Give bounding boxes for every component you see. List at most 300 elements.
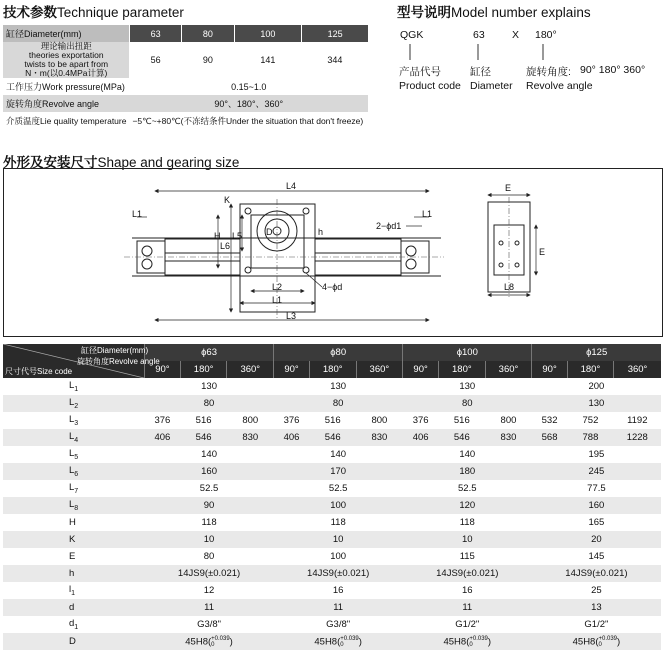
size-value-text: 45H8(	[572, 636, 599, 648]
size-value	[145, 497, 274, 514]
size-code	[3, 548, 145, 565]
size-value-text: 516	[453, 415, 470, 426]
size-tol-upper: +0.039	[469, 635, 488, 642]
size-value-text: 788	[582, 432, 599, 443]
size-code-sub: 1	[74, 385, 79, 393]
model-leader-lines	[398, 44, 658, 64]
size-value	[532, 616, 661, 633]
model-title	[397, 1, 591, 21]
tech-temp-label: 介质温度Lie quality temperature	[6, 115, 127, 126]
size-value-text: 11	[204, 602, 214, 613]
label-L4: L4	[286, 181, 297, 191]
size-value-text: 90	[203, 500, 215, 511]
model-diameter: 63	[473, 29, 485, 41]
size-code	[3, 616, 145, 633]
size-value-text: 546	[195, 432, 212, 443]
size-value-text: G3/8"	[197, 619, 222, 630]
size-value-text: 140	[330, 449, 347, 460]
size-code	[3, 429, 145, 446]
size-value-text: 830	[242, 432, 259, 443]
size-value-text: 80	[203, 398, 215, 409]
tech-row-angle	[3, 95, 368, 112]
size-row	[3, 531, 661, 548]
size-code-letter: L	[69, 482, 75, 494]
size-value-text: 130	[588, 398, 605, 409]
size-value	[532, 548, 661, 565]
size-code-sub: 5	[74, 453, 79, 461]
size-value	[274, 378, 403, 395]
label-L5: L5	[232, 231, 243, 241]
size-value	[145, 429, 181, 446]
model-label-product-cn: 产品代号	[399, 66, 441, 78]
size-value	[145, 514, 274, 531]
size-value-text: 52.5	[458, 483, 477, 494]
size-code-sub: 6	[74, 470, 79, 478]
size-value-text: 118	[201, 517, 217, 528]
size-tolerance	[469, 636, 488, 648]
tech-title-cn: 技术参数	[3, 5, 57, 20]
size-value-text: 830	[500, 432, 517, 443]
tech-pressure-value: 0.15~1.0	[231, 81, 267, 92]
size-row	[3, 582, 661, 599]
size-value	[274, 633, 403, 650]
size-value-text: 10	[461, 534, 473, 545]
tech-pressure-label: 工作压力Work pressure(MPa)	[6, 82, 125, 92]
tech-temp-value: −5℃~+80℃(不冻结条件Under the situation that don't freeze)	[132, 115, 364, 126]
size-row	[3, 446, 661, 463]
tech-torque-63: 56	[150, 55, 161, 65]
size-value	[145, 446, 274, 463]
size-row	[3, 565, 661, 582]
label-E-side: E	[539, 247, 546, 257]
size-code	[3, 599, 145, 616]
size-value	[145, 616, 274, 633]
size-value-text: 1192	[627, 415, 648, 426]
label-d: 4−ϕd	[322, 282, 343, 292]
label-d1: 2−ϕd1	[376, 221, 402, 231]
size-value-text: 115	[459, 551, 475, 562]
size-value-text: 10	[332, 534, 344, 545]
size-value	[532, 395, 661, 412]
size-value-text: 45H8(	[185, 636, 212, 648]
size-code	[3, 531, 145, 548]
size-value	[227, 412, 274, 429]
size-code	[3, 378, 145, 395]
size-value	[485, 429, 532, 446]
size-code-sub: 1	[71, 589, 76, 597]
size-tolerance	[340, 636, 359, 648]
size-tol-close: )	[487, 636, 492, 648]
size-code	[3, 395, 145, 412]
size-tol-close: )	[617, 636, 621, 648]
size-value	[274, 463, 403, 480]
size-value-text: 160	[201, 466, 217, 477]
size-row	[3, 616, 661, 633]
size-value-text: 100	[330, 500, 347, 511]
size-value	[403, 548, 532, 565]
size-value-text: 20	[591, 534, 602, 545]
size-value-text: 80	[203, 551, 215, 562]
size-code	[3, 412, 145, 429]
size-bore-100: ϕ100	[403, 344, 532, 361]
size-value	[227, 429, 274, 446]
gearing-drawing	[3, 168, 663, 337]
label-L1-left: L1	[132, 209, 143, 219]
size-body	[3, 378, 661, 650]
size-row	[3, 412, 661, 429]
size-value	[439, 412, 486, 429]
size-value-text: 830	[371, 432, 388, 443]
size-value-text: 45H8(	[314, 636, 341, 648]
size-value	[532, 480, 661, 497]
tech-row-diameter	[3, 25, 368, 42]
size-value-text: 12	[203, 585, 215, 596]
tech-title	[3, 1, 184, 21]
label-L3: L3	[286, 311, 297, 321]
size-value	[403, 463, 532, 480]
size-value	[403, 480, 532, 497]
size-angle-header: 360°	[356, 361, 403, 378]
size-value	[145, 565, 274, 582]
size-value-text: G1/2"	[584, 619, 609, 630]
size-value	[532, 582, 661, 599]
size-value	[614, 429, 661, 446]
size-value-text: 516	[195, 415, 212, 426]
size-tol-lower: 0	[211, 641, 215, 648]
size-value	[532, 463, 661, 480]
size-code-letter: L	[69, 380, 75, 392]
size-row	[3, 548, 661, 565]
size-value	[485, 412, 532, 429]
size-value	[274, 446, 403, 463]
tech-row-torque	[3, 42, 368, 78]
model-label-angle-en: Revolve angle	[526, 80, 593, 92]
shape-title-cn: 外形及安装尺寸	[3, 155, 98, 170]
size-value-text: 376	[154, 415, 171, 426]
size-value	[274, 412, 310, 429]
size-value	[403, 378, 532, 395]
size-table	[3, 344, 661, 650]
label-L1-bottom: L1	[272, 295, 283, 305]
size-value	[532, 599, 661, 616]
size-angle-header: 180°	[439, 361, 486, 378]
size-tol-lower: 0	[340, 641, 344, 648]
size-value-text: 800	[242, 415, 259, 426]
size-code	[3, 497, 145, 514]
size-row	[3, 480, 661, 497]
size-row	[3, 395, 661, 412]
size-value	[274, 395, 403, 412]
size-value-text: 516	[324, 415, 341, 426]
size-value-text: 16	[332, 585, 344, 596]
size-tol-close: )	[229, 636, 233, 648]
size-angle-header: 360°	[227, 361, 274, 378]
size-value	[145, 531, 274, 548]
size-code-sub: 7	[74, 487, 79, 495]
label-E-top: E	[505, 183, 512, 193]
size-code	[3, 633, 145, 650]
size-value-text: 546	[324, 432, 341, 443]
size-value	[439, 429, 486, 446]
size-value	[180, 412, 227, 429]
size-code	[3, 582, 145, 599]
size-value-text: 118	[330, 517, 346, 528]
size-code-letter: L	[69, 448, 75, 460]
size-head-angle: 旋转角度Revolve angle	[77, 357, 160, 366]
size-code-letter: d	[69, 602, 75, 613]
size-tolerance	[211, 636, 230, 648]
model-angle: 180°	[535, 29, 557, 41]
size-code-letter: D	[69, 636, 76, 647]
size-value	[145, 412, 181, 429]
tech-torque-label	[3, 42, 129, 78]
size-tol-lower: 0	[469, 641, 473, 648]
size-value	[614, 412, 661, 429]
size-value	[532, 514, 661, 531]
size-angle-header: 180°	[180, 361, 227, 378]
label-L2: L2	[272, 282, 283, 292]
size-value-text: 130	[459, 381, 476, 392]
size-value	[532, 378, 661, 395]
size-code-letter: K	[69, 534, 76, 545]
size-value	[567, 429, 613, 446]
size-code-letter: d	[69, 618, 75, 630]
technique-table	[3, 25, 368, 129]
size-value	[403, 514, 532, 531]
size-tol-upper: +0.039	[340, 635, 359, 642]
size-value	[532, 446, 661, 463]
size-code-letter: L	[69, 465, 75, 477]
size-value	[403, 599, 532, 616]
size-value	[145, 599, 274, 616]
size-code-letter: L	[69, 499, 75, 511]
size-value	[532, 429, 568, 446]
model-title-cn: 型号说明	[397, 5, 451, 20]
tech-diameter-100: 100	[234, 25, 302, 42]
size-value	[274, 531, 403, 548]
size-value-text: 10	[203, 534, 215, 545]
tech-diameter-125: 125	[302, 25, 368, 42]
model-label-diameter-cn: 缸径	[470, 66, 491, 78]
label-L1-right: L1	[422, 209, 433, 219]
size-value-text: 80	[461, 398, 473, 409]
size-value	[145, 633, 274, 650]
size-value-text: 120	[459, 500, 476, 511]
tech-diameter-63: 63	[129, 25, 181, 42]
size-value	[532, 633, 661, 650]
size-angle-header: 180°	[309, 361, 356, 378]
size-value	[274, 480, 403, 497]
size-value-text: 140	[201, 449, 217, 460]
size-value	[274, 514, 403, 531]
size-value	[274, 599, 403, 616]
size-value	[274, 497, 403, 514]
size-value-text: 376	[412, 415, 429, 426]
size-value-text: 180	[459, 466, 476, 477]
size-head-diameter: 缸径Diameter(mm)	[81, 346, 149, 355]
size-value	[532, 565, 661, 582]
size-angle-header: 90°	[145, 361, 181, 378]
size-value-text: 14JS9(±0.021)	[307, 568, 370, 579]
size-value	[403, 531, 532, 548]
size-value-text: 752	[582, 415, 599, 426]
size-value-text: 14JS9(±0.021)	[436, 568, 499, 579]
size-value	[532, 412, 568, 429]
size-tolerance	[598, 635, 621, 648]
size-value-text: 130	[201, 381, 217, 392]
size-value-text: 568	[541, 432, 558, 443]
size-head-bores	[3, 344, 661, 361]
size-value-text: 100	[330, 551, 347, 562]
size-value	[403, 497, 532, 514]
size-value	[145, 480, 274, 497]
size-code-letter: E	[69, 551, 76, 562]
size-value-text: G3/8"	[326, 619, 351, 630]
size-value-text: 52.5	[328, 483, 348, 494]
size-value	[274, 565, 403, 582]
label-D: D	[266, 227, 273, 237]
tech-angle-value: 90°、180°、360°	[129, 95, 368, 112]
size-value-text: 11	[333, 602, 344, 613]
size-angle-header: 360°	[485, 361, 532, 378]
size-head-corner	[3, 344, 160, 378]
size-value	[145, 463, 274, 480]
size-value	[532, 497, 661, 514]
size-value-text: 170	[330, 466, 347, 477]
size-value-text: 1228	[626, 432, 648, 443]
size-value-text: 14JS9(±0.021)	[565, 568, 628, 579]
tech-torque-80: 90	[202, 55, 213, 65]
size-value-text: 25	[591, 585, 602, 596]
size-value-text: 16	[461, 585, 473, 596]
size-angle-header: 90°	[403, 361, 439, 378]
model-angle-options: 90° 180° 360°	[580, 64, 646, 76]
size-value	[567, 412, 613, 429]
size-head-code: 尺寸代号Size code	[5, 367, 73, 376]
size-code	[3, 463, 145, 480]
size-value	[403, 446, 532, 463]
model-separator: X	[512, 29, 520, 41]
size-bore-125: ϕ125	[532, 344, 661, 361]
size-value-text: 160	[588, 500, 605, 511]
size-tol-upper: +0.039	[598, 635, 618, 642]
size-angle-header: 360°	[614, 361, 661, 378]
size-value-text: 195	[588, 449, 605, 460]
size-bore-80: ϕ80	[274, 344, 403, 361]
size-value	[356, 429, 403, 446]
size-value-text: 130	[330, 381, 347, 392]
size-bore-63: ϕ63	[145, 344, 274, 361]
size-value-text: 245	[588, 466, 605, 477]
model-title-en: Model number explains	[451, 5, 591, 20]
size-value	[180, 429, 227, 446]
model-label-diameter-en: Diameter	[470, 80, 513, 92]
size-value-text: 80	[332, 398, 344, 409]
size-value	[309, 429, 356, 446]
size-value	[274, 616, 403, 633]
size-value	[145, 378, 274, 395]
tech-torque-line-2: theories exportation	[28, 50, 104, 60]
size-code	[3, 514, 145, 531]
tech-torque-line-4: N・m(以0.4MPa计算)	[25, 68, 108, 78]
size-row	[3, 514, 661, 531]
size-code-sub: 2	[74, 402, 79, 410]
tech-diameter-80: 80	[182, 25, 234, 42]
size-code-letter: l	[69, 584, 72, 596]
size-value-text: 406	[154, 432, 171, 443]
size-angle-header: 90°	[532, 361, 568, 378]
shape-title-en: Shape and gearing size	[97, 155, 240, 170]
label-H: H	[214, 231, 221, 241]
size-value-text: 532	[541, 415, 558, 426]
size-value	[403, 412, 439, 429]
size-value-text: 800	[371, 415, 388, 426]
size-value-text: 52.5	[199, 483, 219, 494]
size-value-text: 165	[588, 517, 605, 528]
size-value	[532, 531, 661, 548]
size-value	[309, 412, 356, 429]
size-code	[3, 565, 145, 582]
size-code-sub: 3	[74, 419, 79, 427]
label-h: h	[318, 227, 324, 237]
tech-torque-100: 141	[260, 55, 276, 65]
size-value	[403, 633, 532, 650]
size-value	[145, 582, 274, 599]
size-value-text: 140	[459, 449, 476, 460]
size-value-text: 406	[283, 432, 300, 443]
size-value	[274, 429, 310, 446]
size-value	[403, 616, 532, 633]
size-value	[274, 582, 403, 599]
size-value-text: 13	[591, 602, 602, 613]
size-value	[403, 429, 439, 446]
size-value	[274, 548, 403, 565]
size-row	[3, 463, 661, 480]
size-code-letter: L	[69, 414, 75, 426]
model-code: QGK	[400, 29, 424, 41]
tech-torque-line-3: twists to be apart from	[24, 59, 109, 69]
size-value-text: 11	[462, 602, 473, 613]
size-value	[145, 395, 274, 412]
size-value-text: 406	[412, 432, 429, 443]
size-row	[3, 599, 661, 616]
tech-torque-125: 344	[327, 55, 343, 65]
tech-title-en: Technique parameter	[57, 5, 184, 20]
size-value-text: 118	[459, 517, 475, 528]
size-row	[3, 429, 661, 446]
size-code-letter: L	[69, 431, 75, 443]
size-row	[3, 497, 661, 514]
size-code-sub: 4	[74, 436, 79, 444]
tech-row-temp	[3, 112, 368, 129]
tech-torque-line-1: 理论输出扭距	[40, 41, 92, 51]
size-value-text: 77.5	[587, 483, 606, 494]
size-code	[3, 446, 145, 463]
size-value	[356, 412, 403, 429]
size-value-text: 145	[588, 551, 605, 562]
size-value-text: G1/2"	[455, 619, 480, 630]
tech-angle-label: 旋转角度Revolve angle	[3, 95, 129, 112]
size-value-text: 14JS9(±0.021)	[177, 568, 241, 579]
tech-row-pressure	[3, 78, 368, 95]
model-label-angle-cn: 旋转角度:	[526, 66, 571, 78]
size-code	[3, 480, 145, 497]
size-value	[145, 548, 274, 565]
size-angle-header: 90°	[274, 361, 310, 378]
size-value-text: 45H8(	[443, 636, 470, 648]
label-L8: L8	[504, 282, 515, 292]
size-tol-close: )	[358, 636, 362, 648]
